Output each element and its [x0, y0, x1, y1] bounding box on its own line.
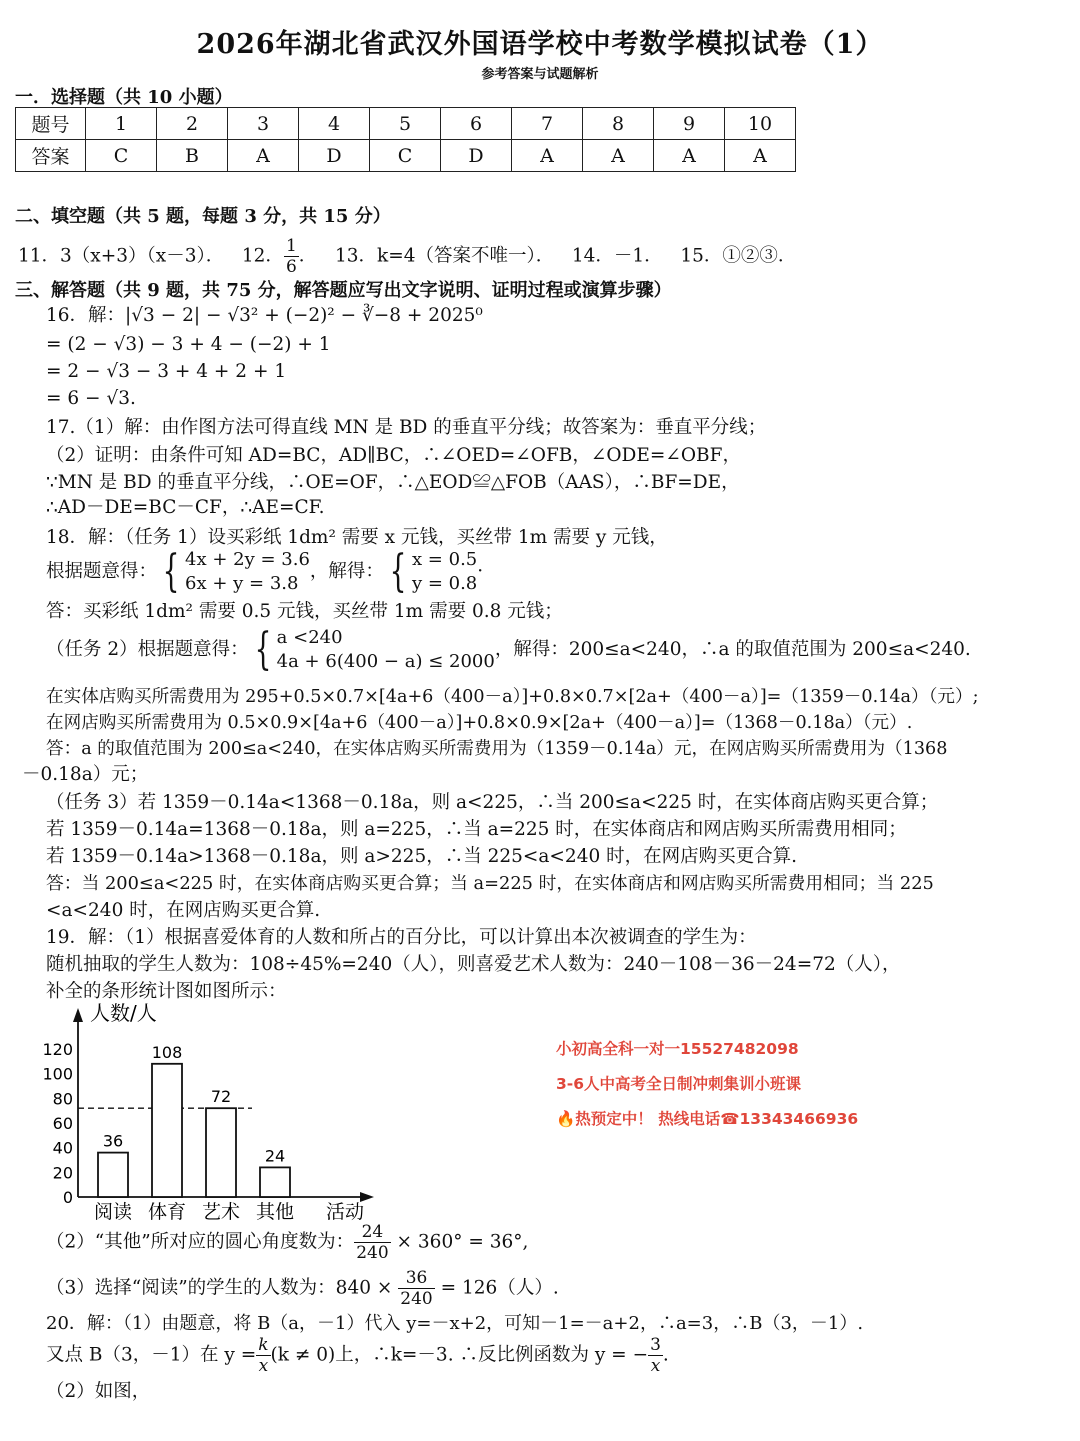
answer-cell: D: [441, 140, 512, 172]
answer-table-question-row: [16, 108, 796, 140]
solution-system: [412, 548, 477, 596]
page-title: 2026年湖北省武汉外国语学校中考数学模拟试卷（1）: [196, 29, 884, 60]
question-cell: 3: [228, 108, 299, 140]
k-over-x-fraction: [256, 1335, 270, 1376]
y-tick-label: 60: [52, 1114, 73, 1133]
answer-11: 11．3（x+3）（x－3）．: [18, 245, 225, 267]
x-tick-label: 其他: [255, 1201, 295, 1223]
system-mid: ，解得：: [309, 561, 384, 582]
solution: y = 0.8: [411, 573, 478, 594]
equation: 4x + 2y = 3.6: [185, 549, 310, 570]
answer-cell: D: [299, 140, 370, 172]
q16-line: = 2 − √3 − 3 + 4 + 2 + 1: [46, 361, 287, 382]
x-tick-label: 体育: [147, 1201, 187, 1223]
question-header-cell: 题号: [16, 108, 86, 140]
system-prefix: 根据题意得：: [46, 561, 158, 582]
q19-line: 随机抽取的学生人数为：108÷45%=240（人），则喜爱艺术人数为：240－108－36－24=72（人），: [46, 954, 901, 975]
question-cell: 2: [157, 108, 228, 140]
answer-cell: C: [86, 140, 157, 172]
inequality: a <240: [276, 627, 343, 648]
part2-fraction: [354, 1222, 390, 1263]
fraction-denominator: x: [258, 1356, 269, 1376]
question-cell: 10: [725, 108, 796, 140]
answer-header-cell: 答案: [16, 140, 86, 172]
question-cell: 9: [654, 108, 725, 140]
y-axis-label: 人数/人: [90, 1001, 157, 1025]
system-prefix: （任务 2）根据题意得：: [46, 639, 249, 660]
three-over-x-fraction: [648, 1335, 663, 1376]
left-brace: {: [254, 624, 272, 675]
q18-line: 答：a 的取值范围为 200≤a<240，在实体店购买所需费用为（1359－0.14a）元，在网店购买所需费用为（1368: [46, 739, 948, 759]
question-cell: 1: [86, 108, 157, 140]
answer-cell: B: [157, 140, 228, 172]
bar-value-label: 108: [151, 1042, 183, 1062]
q20-line2-end: .: [662, 1344, 669, 1366]
fraction-denominator: 6: [285, 257, 297, 277]
q18-line: 答：当 200≤a<225 时，在实体商店购买更合算；当 a=225 时，在实体商店和网店购买所需费用相同；当 225: [46, 873, 934, 894]
ad-line: 3-6人中高考全日制冲刺集训小班课: [556, 1075, 802, 1093]
answer-14: 14．－1．: [571, 245, 663, 267]
fraction-numerator: 24: [354, 1222, 390, 1243]
question-cell: 5: [370, 108, 441, 140]
question-cell: 4: [299, 108, 370, 140]
bar-value-label: 24: [264, 1146, 286, 1166]
q18-line: 18．解：（任务 1）设买彩纸 1dm² 需要 x 元钱，买丝带 1m 需要 y 元钱，: [46, 527, 668, 548]
answer-12-label: 12．: [241, 245, 284, 267]
q16-line: 16．解：|√3 − 2| − √3² + (−2)² − ∛−8 + 2025⁰: [46, 305, 483, 326]
y-tick-label: 0: [62, 1188, 73, 1207]
left-brace: {: [162, 546, 180, 597]
answer-15: 15．①②③．: [680, 245, 797, 267]
equation-system: [185, 548, 310, 596]
q17-line: ∵MN 是 BD 的垂直平分线，∴OE=OF，∴△EOD≌△FOB（AAS），∴BF=DE，: [46, 472, 740, 493]
fraction-denominator: 240: [356, 1243, 389, 1263]
fraction-denominator: x: [650, 1356, 661, 1376]
section-3-heading: 三、解答题（共 9 题，共 75 分，解答题应写出文字说明、证明过程或演算步骤）: [15, 280, 672, 301]
q18-line: 若 1359－0.14a>1368－0.18a，则 a>225，∴当 225<a<240 时，在网店购买更合算.: [46, 846, 798, 867]
q20-line2-mid: (k ≠ 0)上，∴k=－3. ∴反比例函数为 y = −: [270, 1344, 649, 1366]
q20-line: （2）如图，: [46, 1381, 151, 1402]
answer-table: [15, 107, 796, 172]
bar: [152, 1064, 182, 1197]
answer-cell: C: [370, 140, 441, 172]
bar: [206, 1108, 236, 1197]
answer-cell: A: [725, 140, 796, 172]
inequality-system: [277, 626, 495, 674]
y-tick-label: 80: [52, 1089, 73, 1109]
ad-line: 小初高全科一对一15527482098: [556, 1040, 799, 1058]
equation: 6x + y = 3.8: [185, 573, 299, 594]
q18-line: 在网店购买所需费用为 0.5×0.9×[4a+6（400－a）]+0.8×0.9×[2a+（400－a）]=（1368－0.18a）（元）.: [46, 713, 913, 733]
q19-line: 补全的条形统计图如图所示：: [46, 981, 287, 1002]
bar: [260, 1167, 290, 1197]
answer-12-end: ．: [298, 245, 318, 267]
bar-chart: [30, 1000, 390, 1230]
y-tick-label: 100: [42, 1064, 73, 1084]
section-1-heading: 一．选择题（共 10 小题）: [15, 87, 233, 108]
question-cell: 8: [583, 108, 654, 140]
q19-part3: [46, 1268, 559, 1309]
left-brace: {: [389, 546, 407, 597]
q18-line: （任务 3）若 1359－0.14a<1368－0.18a，则 a<225，∴当 200≤a<225 时，在实体商店购买更合算；: [46, 792, 939, 813]
page-subtitle: 参考答案与试题解析: [481, 67, 599, 82]
fraction-numerator: 3: [650, 1335, 661, 1355]
x-axis-label: 活动: [326, 1201, 365, 1223]
q17-line: 17.（1）解：由作图方法可得直线 MN 是 BD 的垂直平分线；故答案为：垂直平分线；: [46, 417, 767, 438]
bar-value-label: 72: [210, 1087, 232, 1107]
q19-part2: [46, 1222, 528, 1263]
answer-12-fraction: [284, 236, 299, 277]
q20-line2-prefix: 又点 B（3，－1）在 y =: [46, 1344, 257, 1366]
answer-table-answer-row: [16, 140, 796, 172]
answer-cell: A: [228, 140, 299, 172]
q18-system-2: [46, 626, 971, 674]
q20-line: 20．解：（1）由题意，将 B（a，－1）代入 y=－x+2，可知－1=－a+2，∴a=3，∴B（3，－1）.: [46, 1313, 864, 1334]
answer-cell: A: [512, 140, 583, 172]
q16-line: = 6 − √3.: [46, 388, 136, 409]
fraction-numerator: k: [258, 1335, 269, 1355]
system-end: ·: [477, 561, 484, 582]
solution: x = 0.5: [411, 549, 478, 570]
part3-end: = 126（人）.: [440, 1277, 559, 1299]
q16-line: = (2 − √3) − 3 + 4 − (−2) + 1: [46, 334, 331, 355]
q19-line: 19．解：（1）根据喜爱体育的人数和所占的百分比，可以计算出本次被调查的学生为：: [46, 927, 757, 948]
answer-13: 13．k=4（答案不唯一）．: [334, 245, 555, 267]
y-axis-arrow: [73, 1008, 83, 1022]
q20-line-2: [46, 1335, 669, 1376]
x-tick-label: 艺术: [201, 1201, 241, 1223]
fraction-numerator: 1: [285, 236, 297, 256]
part3-prefix: （3）选择“阅读”的学生的人数为：840 ×: [46, 1277, 393, 1299]
inequality: 4a + 6(400 − a) ≤ 2000: [276, 651, 495, 672]
q18-line: 答：买彩纸 1dm² 需要 0.5 元钱，买丝带 1m 需要 0.8 元钱；: [46, 601, 563, 622]
y-tick-label: 20: [52, 1163, 73, 1183]
part2-prefix: （2）“其他”所对应的圆心角度数为：: [46, 1231, 355, 1253]
ad-line: 🔥热预定中！ 热线电话☎13343466936: [556, 1110, 859, 1128]
answer-cell: A: [654, 140, 725, 172]
q18-system-1: [46, 548, 483, 596]
q18-line: 在实体店购买所需费用为 295+0.5×0.7×[4a+6（400－a）]+0.8×0.7×[2a+（400－a）]=（1359－0.14a）（元）;: [46, 687, 979, 707]
answer-cell: A: [583, 140, 654, 172]
bar-value-label: 36: [102, 1131, 124, 1151]
fill-blank-answers: [18, 236, 796, 277]
fraction-numerator: 36: [398, 1268, 434, 1289]
q18-line: 若 1359－0.14a=1368－0.18a，则 a=225，∴当 a=225 时，在实体商店和网店购买所需费用相同；: [46, 819, 907, 840]
part3-fraction: [398, 1268, 434, 1309]
x-tick-label: 阅读: [93, 1201, 133, 1223]
q17-line: （2）证明：由条件可知 AD=BC，AD∥BC，∴∠OED=∠OFB，∠ODE=∠OBF，: [46, 445, 741, 466]
question-cell: 7: [512, 108, 583, 140]
question-cell: 6: [441, 108, 512, 140]
part2-end: × 360° = 36°,: [396, 1231, 529, 1253]
y-tick-label: 40: [52, 1138, 73, 1158]
section-2-heading: 二、填空题（共 5 题，每题 3 分，共 15 分）: [15, 206, 391, 227]
fraction-denominator: 240: [400, 1289, 433, 1309]
q18-line: －0.18a）元；: [22, 764, 149, 785]
bar: [98, 1153, 128, 1197]
system-end: ，解得：200≤a<240，∴a 的取值范围为 200≤a<240.: [494, 639, 971, 660]
q17-line: ∴AD－DE=BC－CF，∴AE=CF.: [46, 497, 325, 518]
q18-line: <a<240 时，在网店购买更合算.: [46, 900, 321, 921]
y-tick-label: 120: [42, 1040, 73, 1059]
